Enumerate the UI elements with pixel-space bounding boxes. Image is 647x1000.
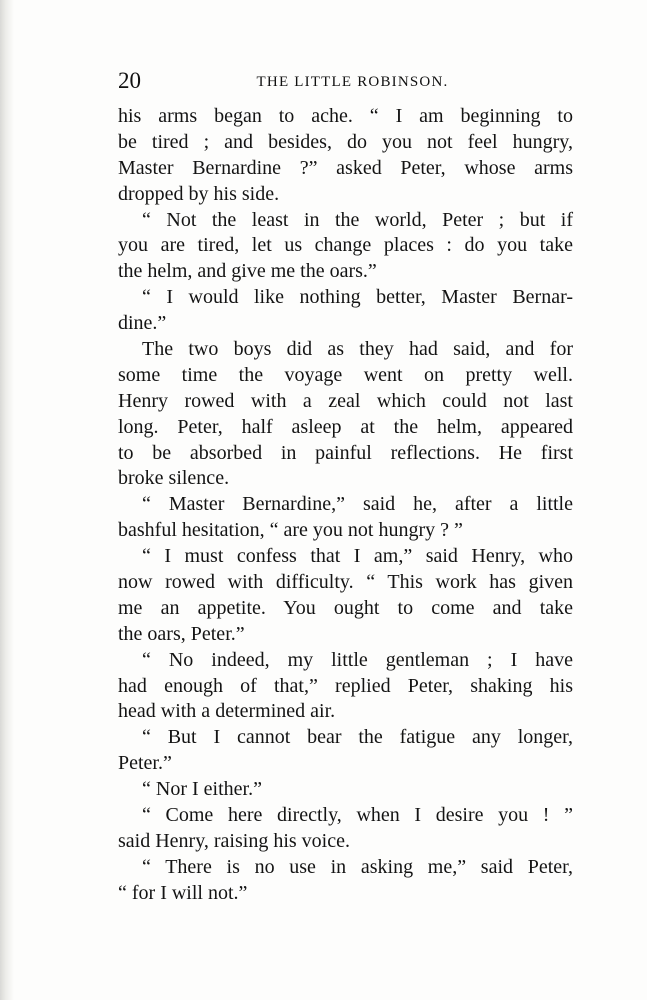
text-line: Master Bernardine ?” asked Peter, whose arms bbox=[118, 156, 573, 179]
text-line: me an appetite. You ought to come and take bbox=[118, 596, 573, 619]
running-title: THE LITTLE ROBINSON. bbox=[256, 74, 449, 90]
text-line: said Henry, raising his voice. bbox=[118, 829, 350, 852]
text-line: “ for I will not.” bbox=[118, 881, 248, 904]
text-line: had enough of that,” replied Peter, shaking his bbox=[118, 674, 573, 697]
text-line: now rowed with difficulty. “ This work has given bbox=[118, 571, 573, 594]
text-line: “ Not the least in the world, Peter ; but if bbox=[142, 208, 573, 231]
page-header bbox=[118, 66, 573, 96]
text-line: bashful hesitation, “ are you not hungry ? ” bbox=[118, 519, 463, 542]
text-line: “ There is no use in asking me,” said Peter, bbox=[142, 855, 573, 878]
text-line: dropped by his side. bbox=[118, 182, 280, 205]
text-line: be tired ; and besides, do you not feel hungry, bbox=[118, 130, 573, 153]
text-line: long. Peter, half asleep at the helm, appeared bbox=[118, 415, 573, 438]
text-line: broke silence. bbox=[118, 467, 230, 490]
page-gutter-shadow bbox=[0, 0, 14, 1000]
text-line: the oars, Peter.” bbox=[118, 622, 245, 645]
text-line: dine.” bbox=[118, 312, 167, 335]
body-text bbox=[118, 104, 573, 907]
text-line: the helm, and give me the oars.” bbox=[118, 260, 377, 283]
text-line: some time the voyage went on pretty well. bbox=[118, 363, 573, 386]
text-line: head with a determined air. bbox=[118, 700, 336, 723]
text-line: “ Come here directly, when I desire you ! ” bbox=[142, 804, 573, 827]
text-line: “ I would like nothing better, Master Bernar- bbox=[142, 286, 573, 309]
text-line: “ But I cannot bear the fatigue any longer, bbox=[142, 726, 573, 749]
text-line: “ I must confess that I am,” said Henry, who bbox=[142, 545, 573, 568]
text-line: “ No indeed, my little gentleman ; I have bbox=[142, 648, 573, 671]
text-line: The two boys did as they had said, and for bbox=[142, 338, 573, 361]
text-line: Peter.” bbox=[118, 752, 172, 775]
page-number: 20 bbox=[118, 68, 141, 93]
text-line: to be absorbed in painful reflections. He first bbox=[118, 441, 573, 464]
text-line: his arms began to ache. “ I am beginning to bbox=[118, 105, 573, 127]
text-line: you are tired, let us change places : do you take bbox=[118, 234, 573, 257]
text-line: “ Nor I either.” bbox=[142, 778, 262, 801]
text-line: “ Master Bernardine,” said he, after a little bbox=[142, 493, 573, 516]
text-line: Henry rowed with a zeal which could not last bbox=[118, 389, 573, 412]
